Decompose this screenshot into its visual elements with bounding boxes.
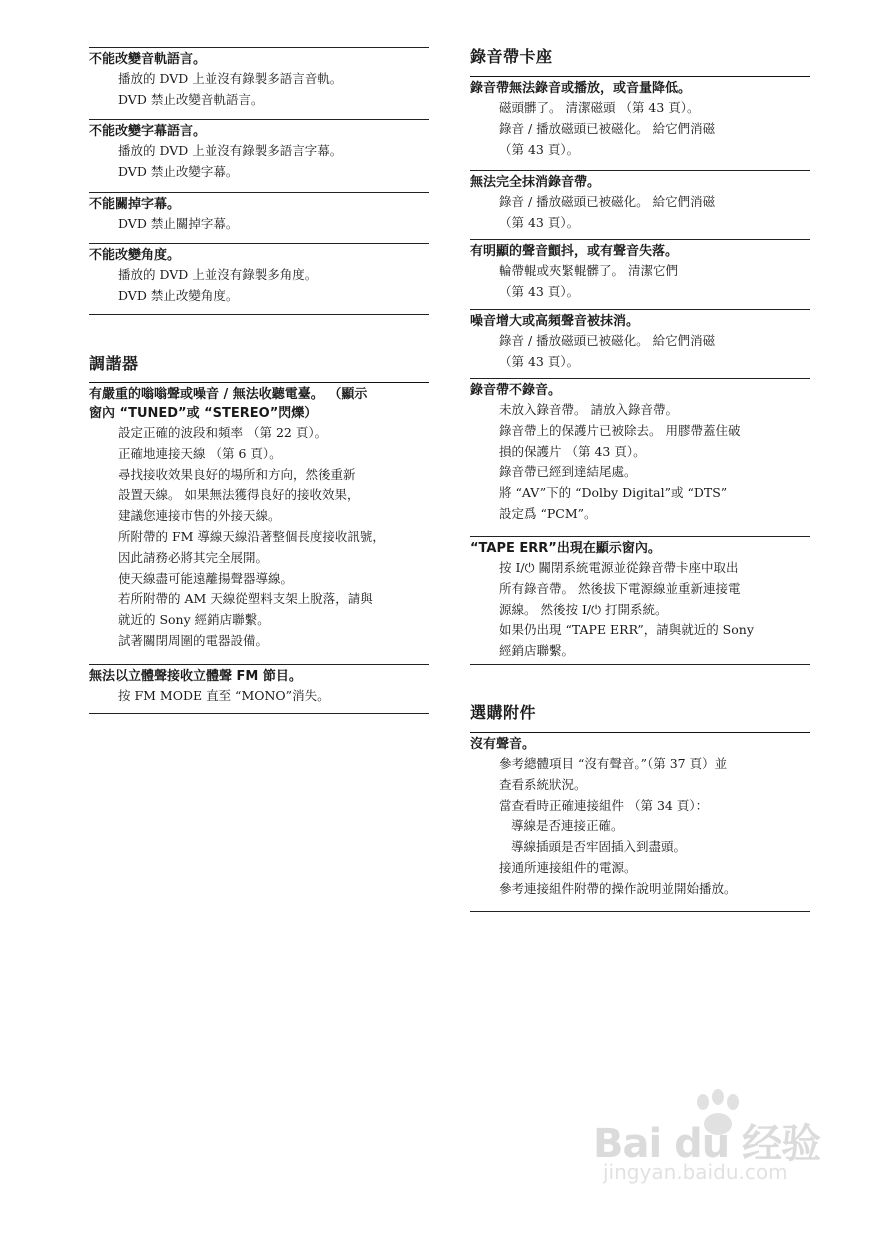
item-line: 尋找接收效果良好的場所和方向，然後重新 (118, 466, 356, 482)
item-line: 因此請務必將其完全展開。 (118, 549, 269, 565)
item-line: 播放的 DVD 上並沒有錄製多語言字幕。 (118, 143, 343, 158)
dvd-subtitle-item (89, 119, 429, 183)
item-line: （第 43 頁）。 (499, 141, 580, 157)
dvd-angle-item (89, 243, 429, 307)
item-line: 錄音帶上的保護片已被除去。 用膠帶蓋住破 (499, 422, 741, 438)
item-line: 當查看時正確連接組件 （第 34 頁）： (499, 797, 709, 813)
item-title: “TAPE ERR”出現在顯示窗內。 (470, 541, 661, 556)
item-line: 試著關閉周圍的電器設備。 (118, 632, 269, 648)
item-line: 源線。 然後按 I/⏻ 打開系統。 (499, 601, 668, 617)
item-line: 接通所連接組件的電源。 (499, 859, 637, 875)
item-line: 錄音 / 播放磁頭已被磁化。 給它們消磁 (499, 194, 716, 209)
item-line: 損的保護片 （第 43 頁）。 (499, 443, 646, 459)
item-title: 錄音帶無法錄音或播放，或音量降低。 (470, 81, 692, 96)
dvd-audio-item (89, 47, 429, 111)
item-title: 無法完全抹消錄音帶。 (470, 175, 601, 190)
tuner-noise-item (89, 382, 429, 652)
item-line: 若所附帶的 AM 天線從塑料支架上脫落，請與 (118, 591, 373, 607)
item-line: 設定正確的波段和頻率 （第 22 頁）。 (118, 425, 328, 440)
item-line: 參考總體項目 “沒有聲音。”（第 37 頁）並 (499, 756, 728, 771)
item-title: 不能改變音軌語言。 (89, 52, 207, 67)
item-line: 磁頭髒了。 清潔磁頭 （第 43 頁）。 (499, 100, 700, 115)
optional-no-sound-item (470, 732, 810, 900)
item-line: 將 “AV”下的 “Dolby Digital”或 “DTS” (499, 485, 728, 501)
section-title-tape: 錄音帶卡座 (470, 47, 553, 66)
item-title: 不能關掉字幕。 (89, 197, 181, 212)
item-title: 沒有聲音。 (470, 737, 536, 752)
item-line: DVD 禁止改變角度。 (118, 287, 239, 303)
item-line: 錄音帶已經到達結尾處。 (499, 464, 637, 480)
item-line: 正確地連接天線 （第 6 頁）。 (118, 445, 282, 461)
item-line: 查看系統狀況。 (499, 776, 587, 792)
tape-record-item (470, 76, 810, 160)
tape-noise-item (470, 309, 810, 373)
item-line: DVD 禁止改變字幕。 (118, 163, 239, 179)
item-line: 導線是否連接正確。 (511, 818, 624, 834)
section-title-optional: 選購附件 (470, 703, 537, 722)
divider (89, 713, 429, 714)
section-title-tuner: 調諧器 (89, 354, 139, 373)
dvd-subtitle-off-item (89, 192, 429, 235)
item-line: 錄音 / 播放磁頭已被磁化。 給它們消磁 (499, 333, 716, 348)
watermark-url: jingyan.baidu.com (603, 1160, 788, 1184)
item-title-cont: 窗內 “TUNED”或 “STEREO”閃爍） (89, 406, 318, 421)
item-line: 所有錄音帶。 然後拔下電源線並重新連接電 (499, 580, 741, 596)
item-line: 如果仍出現 “TAPE ERR”，請與就近的 Sony (499, 622, 754, 638)
item-line: 建議您連接市售的外接天線。 (118, 508, 281, 524)
item-line: 所附帶的 FM 導線天線沿著整個長度接收訊號， (118, 528, 385, 544)
item-title: 不能改變字幕語言。 (89, 124, 207, 139)
item-title: 有明顯的聲音顫抖，或有聲音失落。 (470, 244, 679, 259)
tape-wow-item (470, 239, 810, 303)
item-line: 播放的 DVD 上並沒有錄製多語言音軌。 (118, 71, 343, 86)
item-line: 就近的 Sony 經銷店聯繫。 (118, 612, 270, 628)
item-line: 導線插頭是否牢固插入到盡頭。 (511, 839, 687, 855)
divider (89, 314, 429, 315)
divider (470, 911, 810, 912)
item-line: 經銷店聯繫。 (499, 643, 575, 659)
item-line: 按 FM MODE 直至 “MONO”消失。 (118, 688, 330, 703)
item-line: （第 43 頁）。 (499, 353, 580, 369)
watermark-brand: Bai du 经验 (593, 1121, 821, 1167)
tape-no-record-item (470, 378, 810, 525)
item-title: 有嚴重的嗡嗡聲或噪音 / 無法收聽電臺。 （顯示 (89, 387, 368, 402)
tuner-stereo-item (89, 664, 429, 707)
item-line: 使天線盡可能遠離揚聲器導線。 (118, 570, 294, 586)
item-line: 設置天線。 如果無法獲得良好的接收效果， (118, 487, 360, 503)
item-line: 未放入錄音帶。 請放入錄音帶。 (499, 402, 678, 417)
item-title: 不能改變角度。 (89, 248, 181, 263)
item-line: DVD 禁止改變音軌語言。 (118, 91, 264, 107)
item-line: 輪帶輥或夾緊輥髒了。 清潔它們 (499, 263, 678, 278)
item-title: 無法以立體聲接收立體聲 FM 節目。 (89, 669, 302, 684)
item-line: 按 I/⏻ 關閉系統電源並從錄音帶卡座中取出 (499, 560, 739, 575)
item-line: DVD 禁止關掉字幕。 (118, 216, 239, 231)
item-title: 錄音帶不錄音。 (470, 383, 562, 398)
item-line: 參考連接組件附帶的操作說明並開始播放。 (499, 880, 737, 896)
item-line: （第 43 頁）。 (499, 283, 580, 299)
divider (470, 664, 810, 665)
item-line: （第 43 頁）。 (499, 214, 580, 230)
tape-err-item (470, 536, 810, 662)
item-line: 錄音 / 播放磁頭已被磁化。 給它們消磁 (499, 120, 716, 136)
item-title: 噪音增大或高頻聲音被抹消。 (470, 314, 640, 329)
item-line: 設定爲 “PCM”。 (499, 505, 597, 521)
item-line: 播放的 DVD 上並沒有錄製多角度。 (118, 267, 318, 282)
watermark (593, 1088, 843, 1198)
tape-erase-item (470, 170, 810, 234)
